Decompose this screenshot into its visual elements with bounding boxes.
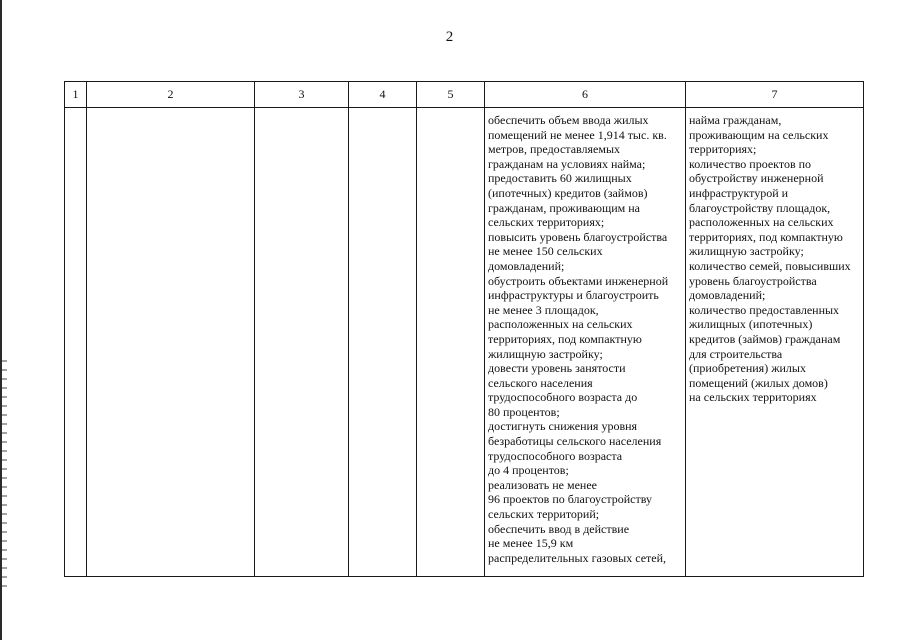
text-line: на сельских территориях bbox=[689, 390, 817, 405]
text-line: жилищную застройку; bbox=[689, 244, 804, 259]
text-line: количество семей, повысивших bbox=[689, 258, 851, 273]
text-line: (приобретения) жилых bbox=[689, 361, 806, 376]
text-line: помещений не менее 1,914 тыс. кв. bbox=[488, 127, 667, 142]
text-line: реализовать не менее bbox=[488, 477, 597, 492]
page-number: 2 bbox=[445, 29, 454, 45]
text-line: инфраструктуры и благоустроить bbox=[488, 288, 659, 303]
text-line: гражданам, проживающим на bbox=[488, 200, 640, 215]
header-row bbox=[65, 82, 864, 108]
cell-col-4 bbox=[349, 108, 417, 577]
text-line: домовладений; bbox=[488, 258, 565, 273]
text-line: кредитов (займов) гражданам bbox=[689, 331, 841, 346]
text-line: довести уровень занятости bbox=[488, 361, 626, 376]
cell-col-6 bbox=[485, 108, 686, 577]
column-header-4: 4 bbox=[349, 82, 417, 108]
text-line: сельских территориях; bbox=[488, 215, 605, 230]
text-line: помещений (жилых домов) bbox=[689, 375, 828, 390]
text-line: проживающим на сельских bbox=[689, 127, 829, 142]
text-line: сельских территорий; bbox=[488, 507, 600, 522]
cell-col-1 bbox=[65, 108, 87, 577]
column-header-1: 1 bbox=[65, 82, 87, 108]
text-line: количество предоставленных bbox=[689, 302, 840, 317]
text-line: трудоспособного возраста bbox=[488, 448, 623, 463]
text-line: не менее 15,9 км bbox=[488, 536, 574, 551]
text-line: жилищную застройку; bbox=[488, 346, 603, 361]
text-line: обустройству инженерной bbox=[689, 171, 824, 186]
data-table bbox=[64, 81, 864, 577]
text-line: обеспечить объем ввода жилых bbox=[488, 113, 649, 127]
text-line: жилищных (ипотечных) bbox=[689, 317, 813, 332]
column-header-7: 7 bbox=[686, 82, 864, 108]
text-line: благоустройству площадок, bbox=[689, 200, 831, 215]
text-line: количество проектов по bbox=[689, 156, 812, 171]
text-line: домовладений; bbox=[689, 288, 766, 303]
text-line: трудоспособного возраста до bbox=[488, 390, 638, 405]
text-line: расположенных на сельских bbox=[689, 215, 834, 230]
text-line: уровень благоустройства bbox=[689, 273, 817, 288]
column-header-5: 5 bbox=[417, 82, 485, 108]
text-line: не менее 150 сельских bbox=[488, 244, 603, 259]
text-line: обеспечить ввод в действие bbox=[488, 521, 630, 536]
cell-col-5 bbox=[417, 108, 485, 577]
text-line: метров, предоставляемых bbox=[488, 142, 621, 157]
text-line: 80 процентов; bbox=[488, 404, 560, 419]
scan-edge-marks bbox=[2, 360, 7, 590]
text-line: расположенных на сельских bbox=[488, 317, 633, 332]
cell-col-3 bbox=[255, 108, 349, 577]
text-line: территориях, под компактную bbox=[689, 229, 843, 244]
table-row bbox=[65, 108, 864, 577]
column-header-2: 2 bbox=[87, 82, 255, 108]
text-line: предоставить 60 жилищных bbox=[488, 171, 632, 186]
text-line: 96 проектов по благоустройству bbox=[488, 492, 652, 507]
text-line: распределительных газовых сетей, bbox=[488, 550, 667, 565]
text-line: не менее 3 площадок, bbox=[488, 302, 599, 317]
text-line: обустроить объектами инженерной bbox=[488, 273, 669, 288]
cell-col-2 bbox=[87, 108, 255, 577]
column-header-6: 6 bbox=[485, 82, 686, 108]
text-line: инфраструктурой и bbox=[689, 185, 789, 200]
text-line: гражданам на условиях найма; bbox=[488, 156, 646, 171]
column-header-3: 3 bbox=[255, 82, 349, 108]
text-line: достигнуть снижения уровня bbox=[488, 419, 638, 434]
text-line: безработицы сельского населения bbox=[488, 434, 662, 449]
text-line: территориях; bbox=[689, 142, 757, 157]
text-line: сельского населения bbox=[488, 375, 593, 390]
text-line: до 4 процентов; bbox=[488, 463, 569, 478]
text-line: (ипотечных) кредитов (займов) bbox=[488, 185, 648, 200]
col6-text-block bbox=[485, 108, 685, 565]
cell-col-7 bbox=[686, 108, 864, 577]
text-line: для строительства bbox=[689, 346, 783, 361]
text-line: повысить уровень благоустройства bbox=[488, 229, 668, 244]
col7-text-block bbox=[686, 108, 863, 405]
text-line: территориях, под компактную bbox=[488, 331, 642, 346]
text-line: найма гражданам, bbox=[689, 113, 782, 127]
